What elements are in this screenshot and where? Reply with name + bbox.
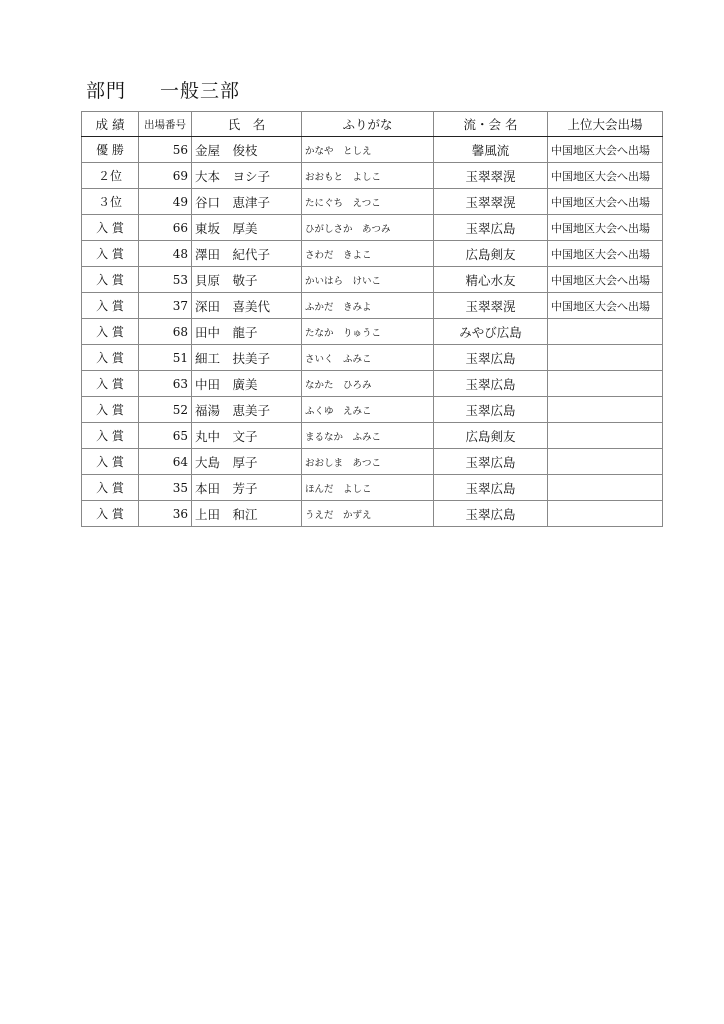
table-row (82, 293, 663, 319)
column-header-rank: 成 績 (82, 112, 139, 137)
name-cell: 丸中 文子 (192, 423, 302, 449)
school-cell: 玉翠翠滉 (434, 189, 548, 215)
rank-cell: 入 賞 (82, 449, 139, 475)
heading-label: 部門 (86, 80, 127, 102)
advance-cell (548, 397, 663, 423)
rank-cell: 入 賞 (82, 241, 139, 267)
kana-cell: なかた ひろみ (302, 371, 434, 397)
number-cell: 63 (139, 371, 192, 397)
column-header-school: 流・会 名 (434, 112, 548, 137)
number-cell: 52 (139, 397, 192, 423)
name-cell: 東坂 厚美 (192, 215, 302, 241)
name-cell: 上田 和江 (192, 501, 302, 527)
table-row (82, 319, 663, 345)
school-cell: 広島剣友 (434, 241, 548, 267)
kana-cell: かなや としえ (302, 137, 434, 163)
school-cell: 玉翠広島 (434, 449, 548, 475)
school-cell: 玉翠広島 (434, 501, 548, 527)
advance-cell (548, 345, 663, 371)
number-cell: 65 (139, 423, 192, 449)
rank-cell: 入 賞 (82, 345, 139, 371)
school-cell: 広島剣友 (434, 423, 548, 449)
school-cell: 馨風流 (434, 137, 548, 163)
table-row (82, 423, 663, 449)
number-cell: 48 (139, 241, 192, 267)
advance-cell: 中国地区大会へ出場 (548, 241, 663, 267)
number-cell: 56 (139, 137, 192, 163)
table-row (82, 137, 663, 163)
kana-cell: まるなか ふみこ (302, 423, 434, 449)
page-heading (86, 76, 240, 103)
school-cell: 精心水友 (434, 267, 548, 293)
name-cell: 田中 龍子 (192, 319, 302, 345)
table-row (82, 475, 663, 501)
name-cell: 深田 喜美代 (192, 293, 302, 319)
advance-cell (548, 501, 663, 527)
name-cell: 大島 厚子 (192, 449, 302, 475)
results-table-header (82, 112, 663, 137)
number-cell: 36 (139, 501, 192, 527)
number-cell: 51 (139, 345, 192, 371)
rank-cell: 入 賞 (82, 319, 139, 345)
advance-cell: 中国地区大会へ出場 (548, 163, 663, 189)
rank-cell: 入 賞 (82, 267, 139, 293)
kana-cell: かいはら けいこ (302, 267, 434, 293)
table-row (82, 371, 663, 397)
number-cell: 49 (139, 189, 192, 215)
advance-cell: 中国地区大会へ出場 (548, 267, 663, 293)
table-row (82, 345, 663, 371)
school-cell: 玉翠翠滉 (434, 163, 548, 189)
results-table-body (82, 137, 663, 527)
number-cell: 35 (139, 475, 192, 501)
advance-cell (548, 319, 663, 345)
advance-cell: 中国地区大会へ出場 (548, 189, 663, 215)
number-cell: 37 (139, 293, 192, 319)
number-cell: 64 (139, 449, 192, 475)
name-cell: 澤田 紀代子 (192, 241, 302, 267)
school-cell: みやび広島 (434, 319, 548, 345)
kana-cell: さいく ふみこ (302, 345, 434, 371)
name-cell: 中田 廣美 (192, 371, 302, 397)
kana-cell: ふくゆ えみこ (302, 397, 434, 423)
table-row (82, 449, 663, 475)
rank-cell: ３位 (82, 189, 139, 215)
name-cell: 福湯 恵美子 (192, 397, 302, 423)
rank-cell: 入 賞 (82, 475, 139, 501)
name-cell: 谷口 恵津子 (192, 189, 302, 215)
kana-cell: ひがしさか あつみ (302, 215, 434, 241)
school-cell: 玉翠広島 (434, 397, 548, 423)
name-cell: 貝原 敬子 (192, 267, 302, 293)
number-cell: 68 (139, 319, 192, 345)
table-row (82, 215, 663, 241)
rank-cell: 入 賞 (82, 501, 139, 527)
table-row (82, 163, 663, 189)
kana-cell: うえだ かずえ (302, 501, 434, 527)
rank-cell: 入 賞 (82, 397, 139, 423)
rank-cell: 入 賞 (82, 215, 139, 241)
kana-cell: ほんだ よしこ (302, 475, 434, 501)
kana-cell: ふかだ きみよ (302, 293, 434, 319)
rank-cell: 入 賞 (82, 293, 139, 319)
column-header-name: 氏 名 (192, 112, 302, 137)
name-cell: 大本 ヨシ子 (192, 163, 302, 189)
rank-cell: 入 賞 (82, 423, 139, 449)
column-header-number: 出場番号 (139, 112, 192, 137)
name-cell: 細工 扶美子 (192, 345, 302, 371)
column-header-kana: ふりがな (302, 112, 434, 137)
header-row (82, 112, 663, 137)
school-cell: 玉翠広島 (434, 371, 548, 397)
kana-cell: さわだ きよこ (302, 241, 434, 267)
school-cell: 玉翠広島 (434, 475, 548, 501)
name-cell: 金屋 俊枝 (192, 137, 302, 163)
rank-cell: ２位 (82, 163, 139, 189)
kana-cell: おおもと よしこ (302, 163, 434, 189)
name-cell: 本田 芳子 (192, 475, 302, 501)
school-cell: 玉翠広島 (434, 215, 548, 241)
advance-cell (548, 423, 663, 449)
table-row (82, 267, 663, 293)
table-row (82, 501, 663, 527)
number-cell: 53 (139, 267, 192, 293)
results-table (81, 111, 663, 527)
table-row (82, 189, 663, 215)
table-row (82, 241, 663, 267)
advance-cell (548, 449, 663, 475)
rank-cell: 優 勝 (82, 137, 139, 163)
advance-cell: 中国地区大会へ出場 (548, 215, 663, 241)
number-cell: 66 (139, 215, 192, 241)
advance-cell: 中国地区大会へ出場 (548, 293, 663, 319)
school-cell: 玉翠翠滉 (434, 293, 548, 319)
advance-cell: 中国地区大会へ出場 (548, 137, 663, 163)
advance-cell (548, 475, 663, 501)
advance-cell (548, 371, 663, 397)
kana-cell: たにぐち えつこ (302, 189, 434, 215)
kana-cell: おおしま あつこ (302, 449, 434, 475)
heading-category: 一般三部 (160, 80, 241, 102)
number-cell: 69 (139, 163, 192, 189)
column-header-advance: 上位大会出場 (548, 112, 663, 137)
school-cell: 玉翠広島 (434, 345, 548, 371)
table-row (82, 397, 663, 423)
rank-cell: 入 賞 (82, 371, 139, 397)
kana-cell: たなか りゅうこ (302, 319, 434, 345)
